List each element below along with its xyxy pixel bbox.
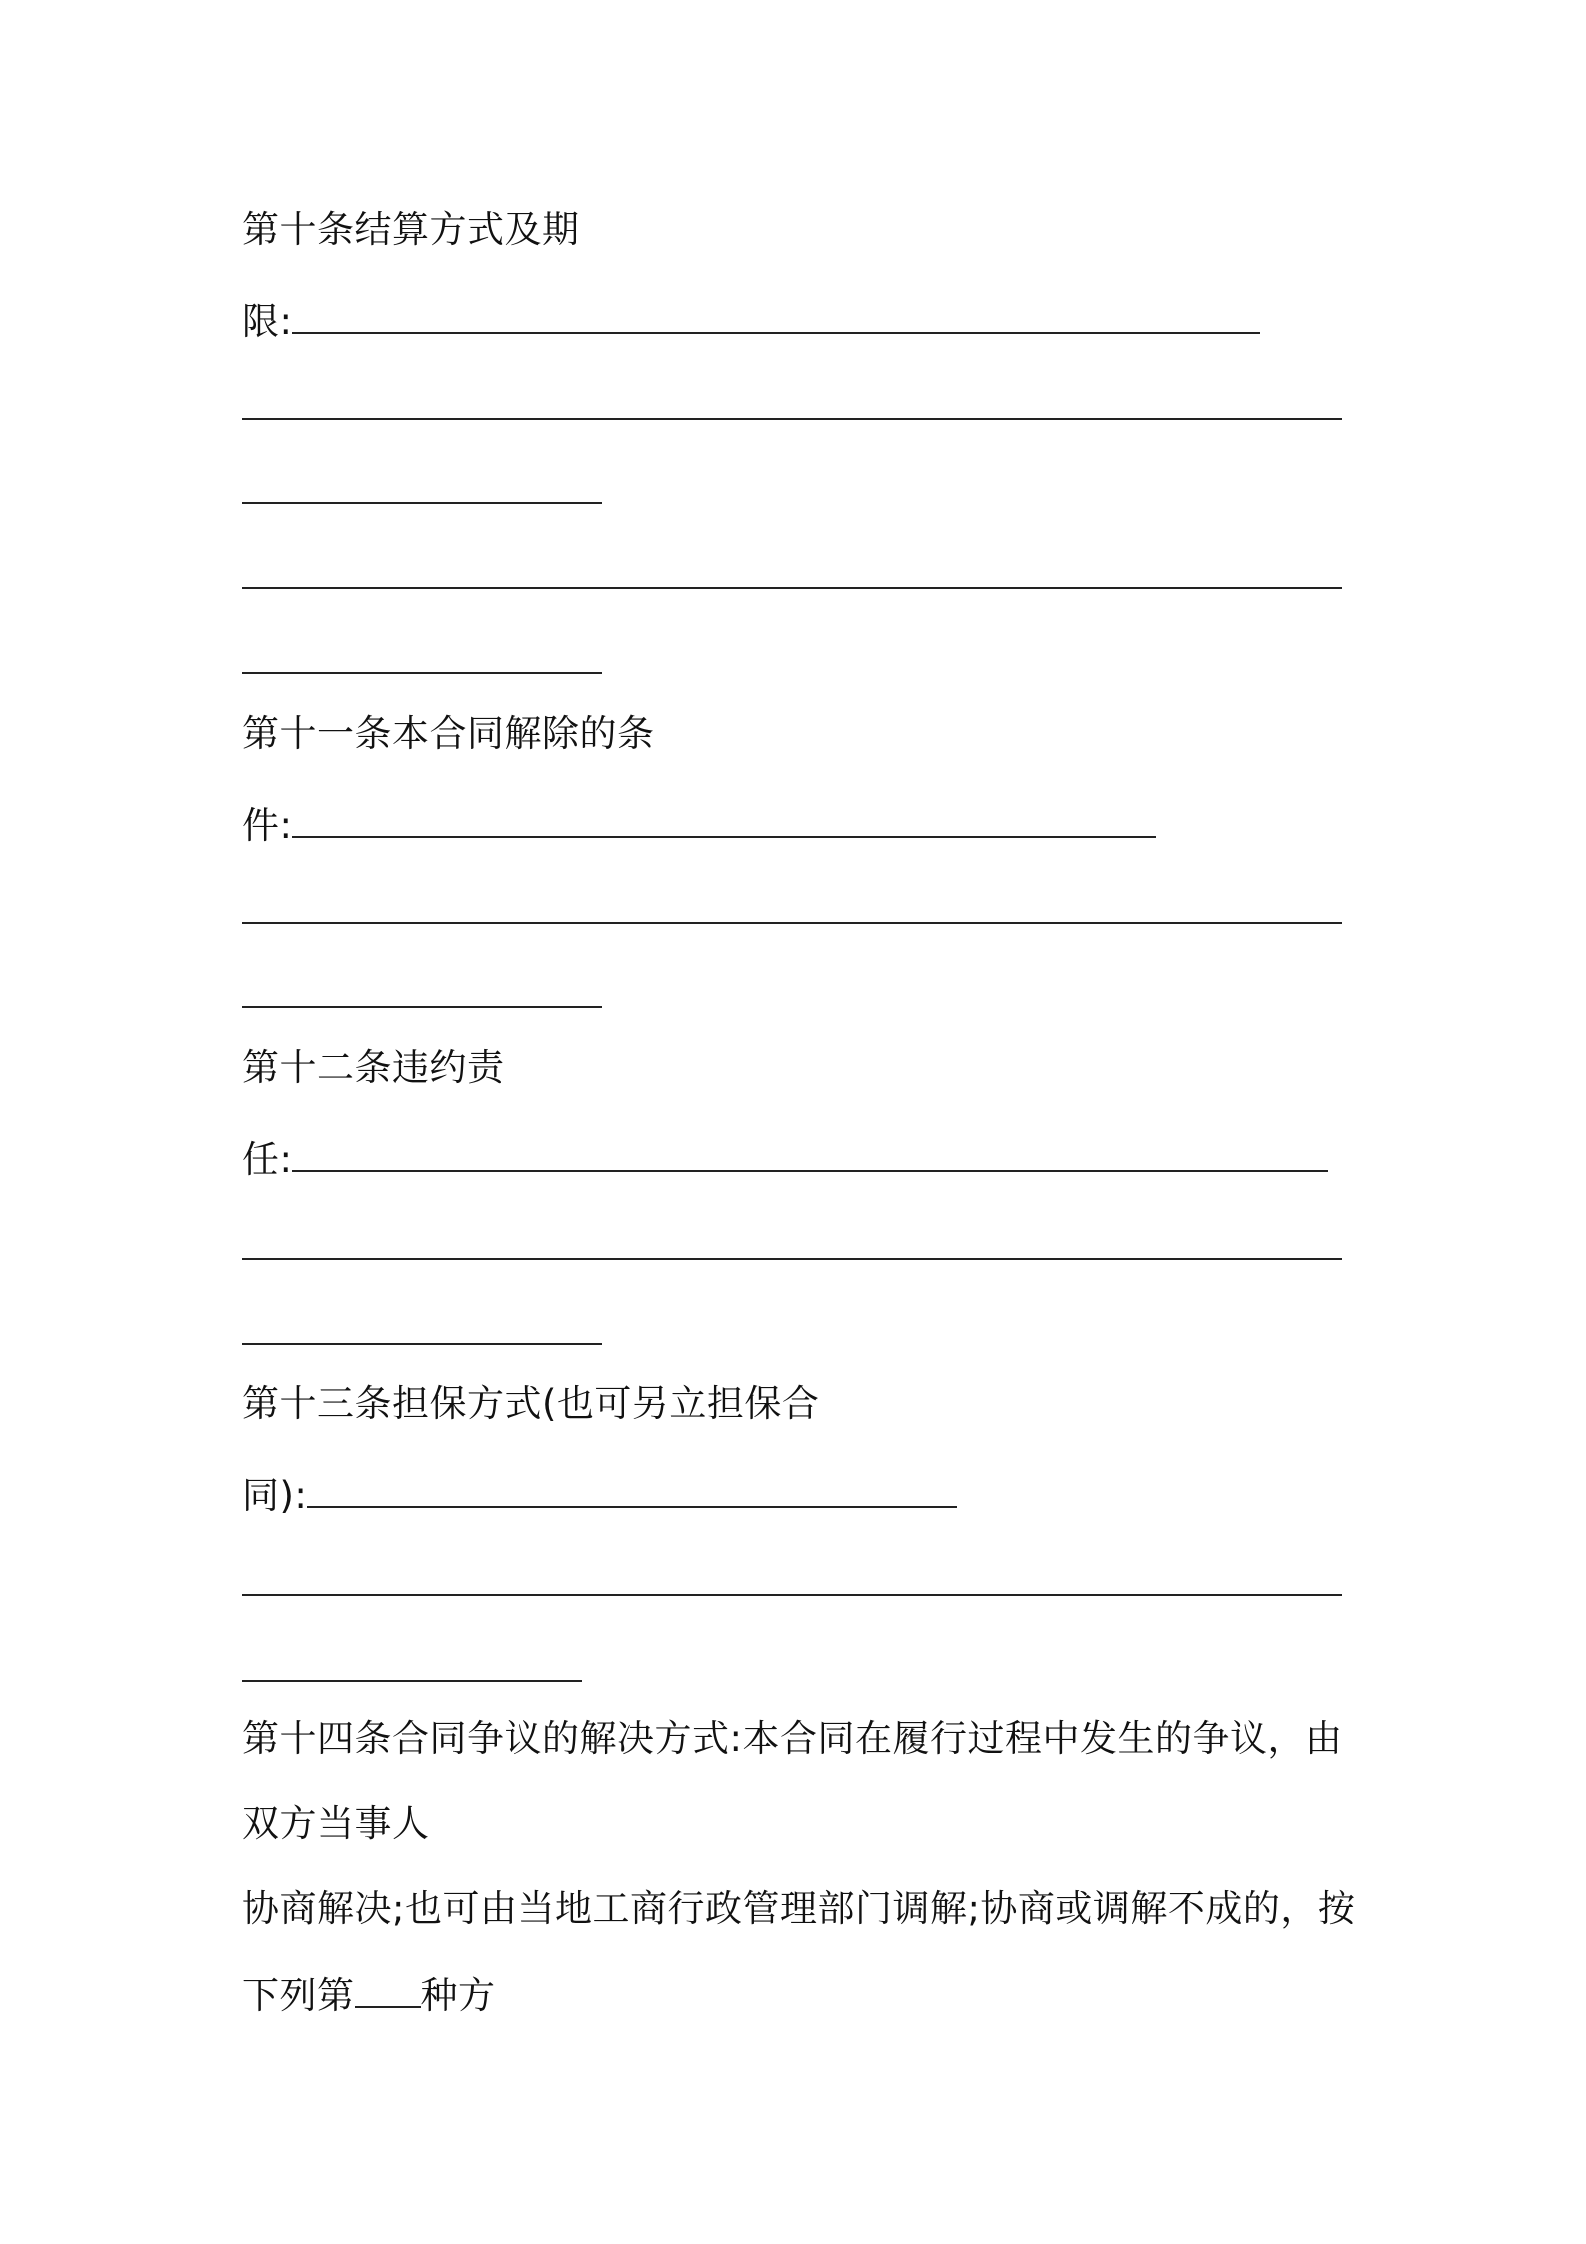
- clause-10-blank-line-4[interactable]: [242, 672, 602, 674]
- clause-11-blank[interactable]: [292, 800, 1156, 838]
- clause-13-label: 同):: [242, 1474, 308, 1517]
- clause-14-text-a: 下列第: [242, 1974, 355, 2017]
- clause-12-blank[interactable]: [292, 1134, 1328, 1172]
- clause-11-field-row: [242, 800, 1156, 850]
- clause-10-blank-line-3[interactable]: [242, 587, 1342, 589]
- clause-13-title: 第十三条担保方式(也可另立担保合: [242, 1382, 820, 1425]
- clause-11-blank-line-1[interactable]: [242, 922, 1342, 924]
- clause-14-text-line-3: 协商解决;也可由当地工商行政管理部门调解;协商或调解不成的，按: [242, 1887, 1356, 1930]
- clause-13-field-row: [242, 1470, 957, 1520]
- clause-12-blank-line-2[interactable]: [242, 1343, 602, 1345]
- clause-12-blank-line-1[interactable]: [242, 1258, 1342, 1260]
- clause-11-title: 第十一条本合同解除的条: [242, 712, 655, 755]
- clause-10-blank[interactable]: [292, 296, 1260, 334]
- clause-11-blank-line-2[interactable]: [242, 1006, 602, 1008]
- clause-14-text-line-4: [242, 1970, 496, 2020]
- clause-10-blank-line-2[interactable]: [242, 502, 602, 504]
- clause-13-blank[interactable]: [307, 1470, 957, 1508]
- clause-11-label: 件:: [242, 804, 293, 847]
- clause-13-blank-line-1[interactable]: [242, 1594, 1342, 1596]
- clause-14-text-line-1: 第十四条合同争议的解决方式:本合同在履行过程中发生的争议，由: [242, 1717, 1343, 1760]
- clause-14-text-b: 种方: [420, 1974, 496, 2017]
- clause-10-blank-line-1[interactable]: [242, 418, 1342, 420]
- clause-12-label: 任:: [242, 1138, 293, 1181]
- clause-14-choice-blank[interactable]: [355, 1970, 421, 2008]
- clause-14-text-line-2: 双方当事人: [242, 1802, 430, 1845]
- clause-13-blank-line-2[interactable]: [242, 1680, 582, 1682]
- clause-12-title: 第十二条违约责: [242, 1046, 505, 1089]
- clause-10-label: 限:: [242, 300, 293, 343]
- clause-12-field-row: [242, 1134, 1328, 1184]
- clause-10-title: 第十条结算方式及期: [242, 208, 580, 251]
- clause-10-field-row: [242, 296, 1260, 346]
